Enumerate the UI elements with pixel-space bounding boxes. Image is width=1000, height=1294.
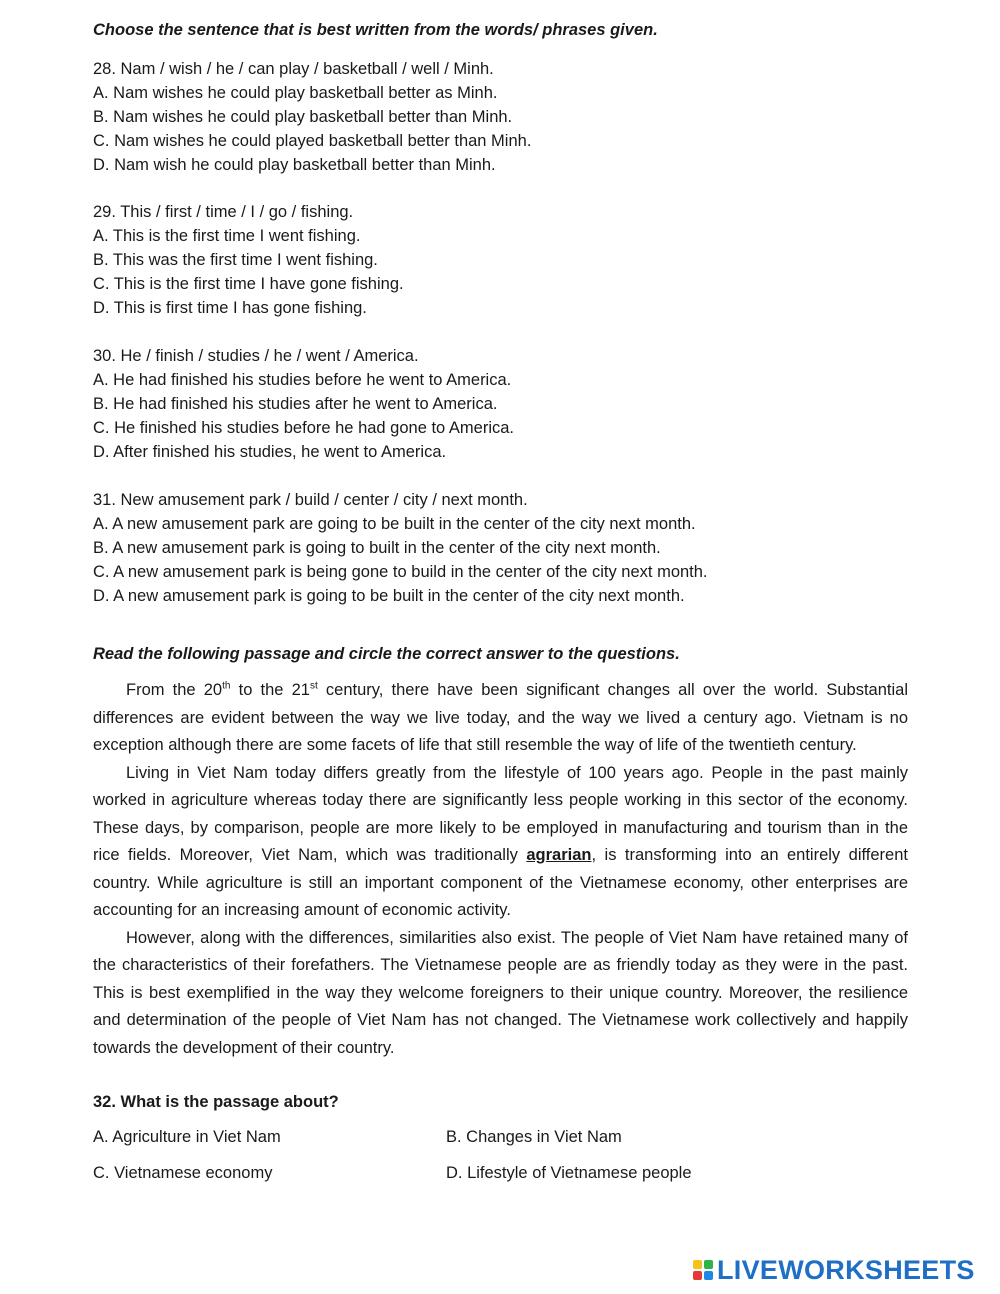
- option-b[interactable]: B. He had finished his studies after he went to America.: [93, 395, 498, 413]
- passage-paragraph-1: From the 20th to the 21st century, there have been significant changes all over the world. Substantial differences are evident between the way we live today, and the way we lived a century ago. Vietnam is no exception although there are some facets of life that still resemble the way of life of the twentieth century.: [93, 680, 908, 754]
- question-32: 32. What is the passage about?: [93, 1093, 339, 1111]
- option-b[interactable]: B. This was the first time I went fishing.: [93, 251, 378, 269]
- option-c[interactable]: C. This is the first time I have gone fishing.: [93, 275, 404, 293]
- passage-paragraph-3: However, along with the differences, similarities also exist. The people of Viet Nam have retained many of the characteristics of their forefathers. The Vietnamese people are as friendly today as they were in the past. This is best exemplified in the way they welcome foreigners to their unique country. Moreover, the resilience and determination of the people of Viet Nam has not changed. The Vietnamese work collectively and happily towards the development of their country.: [93, 928, 908, 1057]
- q32-option-c[interactable]: C. Vietnamese economy: [93, 1164, 273, 1182]
- option-a[interactable]: A. He had finished his studies before he went to America.: [93, 371, 512, 389]
- option-c[interactable]: C. A new amusement park is being gone to build in the center of the city next month.: [93, 563, 708, 581]
- question-prompt: 29. This / first / time / I / go / fishing.: [93, 203, 354, 221]
- q32-option-a[interactable]: A. Agriculture in Viet Nam: [93, 1128, 281, 1146]
- option-b[interactable]: B. Nam wishes he could play basketball better than Minh.: [93, 108, 513, 126]
- logo-tile: [693, 1271, 702, 1280]
- option-c[interactable]: C. Nam wishes he could played basketball better than Minh.: [93, 132, 532, 150]
- q32-option-d[interactable]: D. Lifestyle of Vietnamese people: [446, 1164, 692, 1182]
- question-28: [93, 57, 531, 177]
- keyword-agrarian: agrarian: [526, 846, 592, 864]
- option-c[interactable]: C. He finished his studies before he had gone to America.: [93, 419, 514, 437]
- option-a[interactable]: A. This is the first time I went fishing.: [93, 227, 361, 245]
- liveworksheets-logo-icon: [693, 1260, 713, 1280]
- liveworksheets-brand: [693, 1255, 993, 1285]
- q32-option-b[interactable]: B. Changes in Viet Nam: [446, 1128, 622, 1146]
- option-d[interactable]: D. Nam wish he could play basketball better than Minh.: [93, 156, 496, 174]
- logo-tile: [704, 1271, 713, 1280]
- reading-passage: [93, 677, 908, 1062]
- section1-instruction: Choose the sentence that is best written from the words/ phrases given.: [93, 21, 658, 39]
- question-prompt: 30. He / finish / studies / he / went / America.: [93, 347, 419, 365]
- option-d[interactable]: D. This is first time I has gone fishing.: [93, 299, 367, 317]
- option-a[interactable]: A. A new amusement park are going to be built in the center of the city next month.: [93, 515, 696, 533]
- logo-tile: [704, 1260, 713, 1269]
- question-30: [93, 344, 514, 464]
- logo-tile: [693, 1260, 702, 1269]
- option-a[interactable]: A. Nam wishes he could play basketball better as Minh.: [93, 84, 498, 102]
- option-b[interactable]: B. A new amusement park is going to built in the center of the city next month.: [93, 539, 661, 557]
- passage-paragraph-2: Living in Viet Nam today differs greatly from the lifestyle of 100 years ago. People in the past mainly worked in agriculture whereas today there are significantly less people working in this sector of the economy. These days, by comparison, people are more likely to be employed in manufacturing and tourism than in the rice fields. Moreover, Viet Nam, which was traditionally agrarian, is transforming into an entirely different country. While agriculture is still an important component of the Vietnamese economy, other enterprises are accounting for an increasing amount of economic activity.: [93, 763, 908, 919]
- option-d[interactable]: D. A new amusement park is going to be built in the center of the city next month.: [93, 587, 685, 605]
- option-d[interactable]: D. After finished his studies, he went to America.: [93, 443, 447, 461]
- section2-instruction: Read the following passage and circle the correct answer to the questions.: [93, 645, 680, 663]
- question-prompt: 31. New amusement park / build / center / city / next month.: [93, 491, 528, 509]
- brand-name: LIVEWORKSHEETS: [717, 1254, 975, 1285]
- question-31: [93, 488, 708, 608]
- question-29: [93, 200, 404, 320]
- question-prompt: 28. Nam / wish / he / can play / basketball / well / Minh.: [93, 60, 494, 78]
